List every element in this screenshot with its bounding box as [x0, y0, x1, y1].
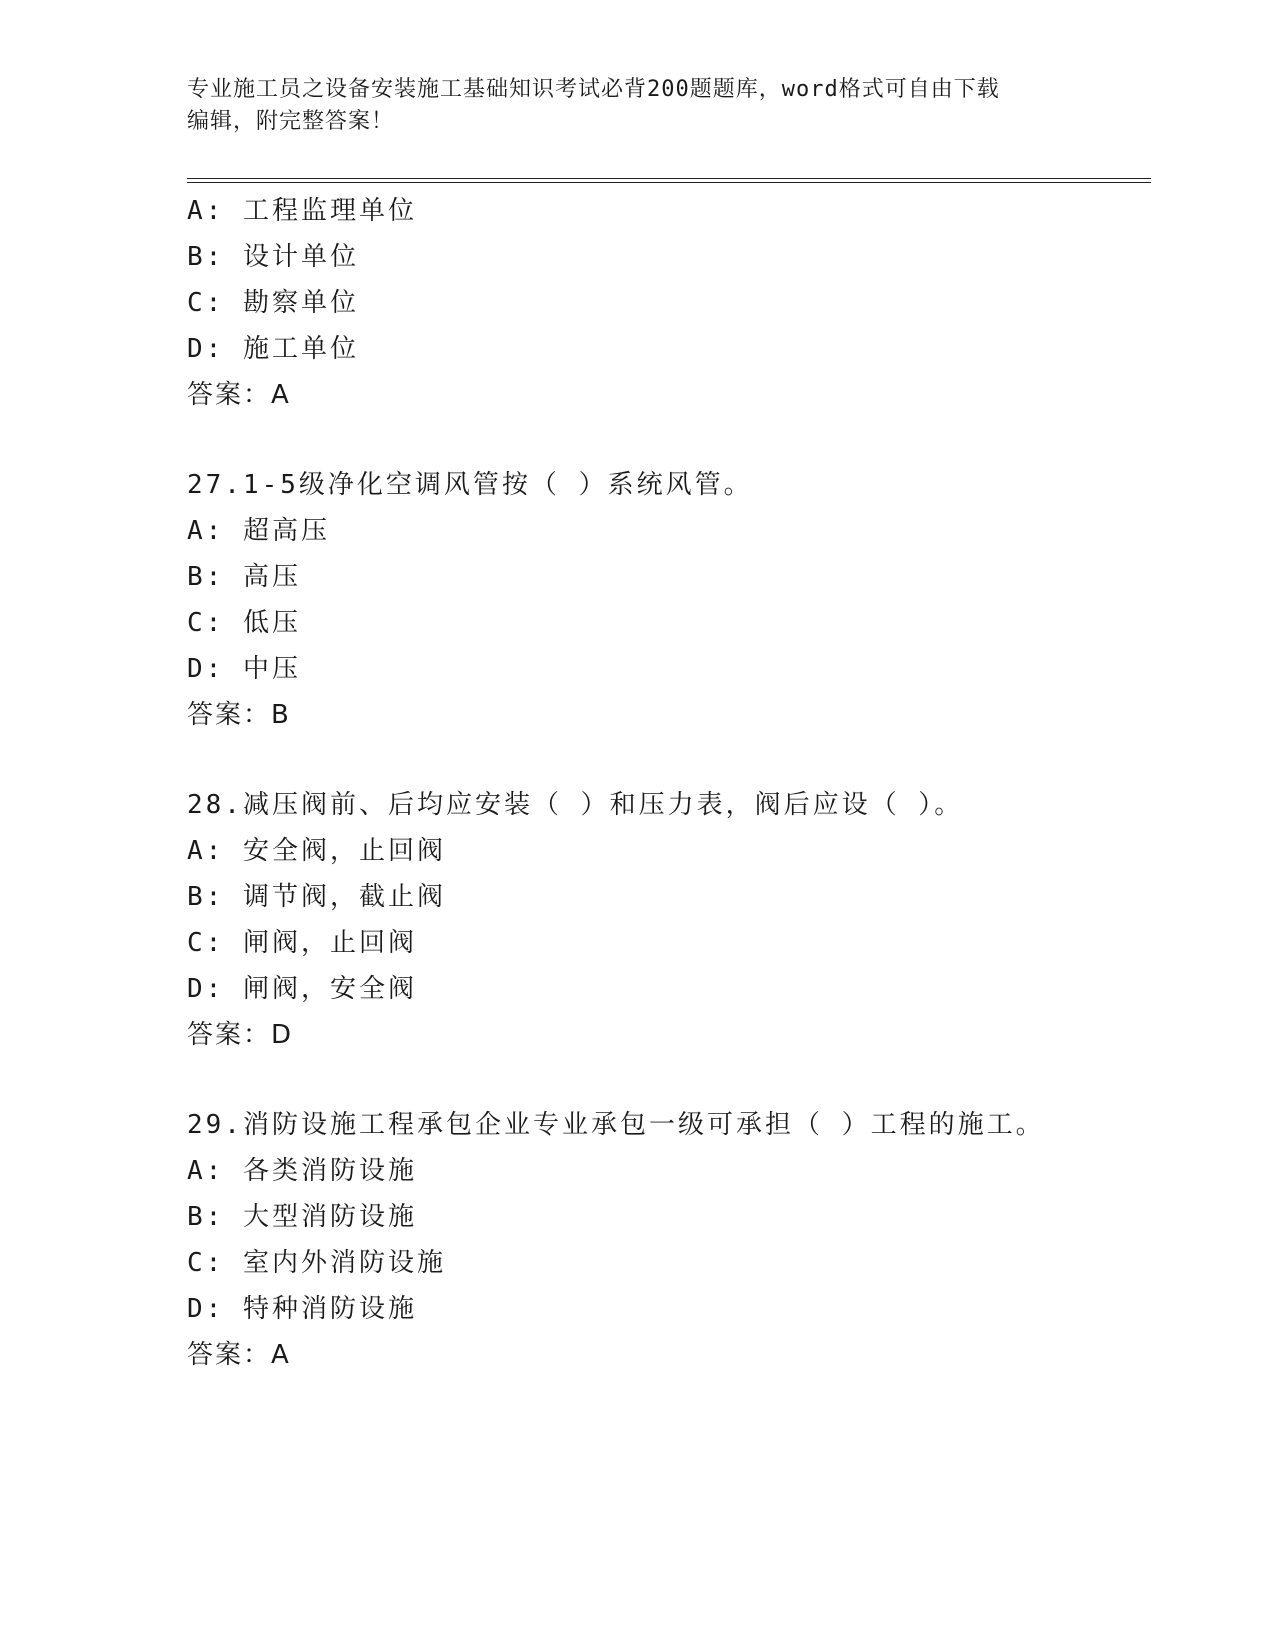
question-block-27: [187, 462, 1147, 738]
option-a: A: 各类消防设施: [187, 1156, 417, 1186]
answer-line: 答案：B: [187, 700, 291, 730]
option-c: C: 闸阀，止回阀: [187, 928, 417, 958]
question-block-26: [187, 188, 1147, 418]
question-text: 27.1-5级净化空调风管按（ ）系统风管。: [187, 470, 753, 500]
option-d: D: 中压: [187, 654, 301, 684]
document-header: [187, 74, 1087, 138]
answer-line: 答案：A: [187, 1340, 291, 1370]
option-c: C: 勘察单位: [187, 288, 359, 318]
option-a: A: 超高压: [187, 516, 330, 546]
spacer: [187, 738, 1147, 782]
option-b: B: 调节阀，截止阀: [187, 882, 446, 912]
question-list: [187, 188, 1147, 1378]
option-c: C: 低压: [187, 608, 301, 638]
question-text: 28.减压阀前、后均应安装（ ）和压力表，阀后应设（ ）。: [187, 790, 964, 820]
option-b: B: 大型消防设施: [187, 1202, 417, 1232]
spacer: [187, 418, 1147, 462]
header-divider-bottom: [187, 182, 1151, 183]
option-a: A: 工程监理单位: [187, 196, 417, 226]
question-block-29: [187, 1102, 1147, 1378]
header-divider-top: [187, 178, 1151, 179]
option-b: B: 高压: [187, 562, 301, 592]
question-text: 29.消防设施工程承包企业专业承包一级可承担（ ）工程的施工。: [187, 1110, 1045, 1140]
option-d: D: 施工单位: [187, 334, 359, 364]
answer-line: 答案：A: [187, 380, 291, 410]
option-a: A: 安全阀，止回阀: [187, 836, 446, 866]
answer-line: 答案：D: [187, 1020, 294, 1050]
spacer: [187, 1058, 1147, 1102]
header-line-2: 编辑，附完整答案！: [187, 109, 395, 134]
option-d: D: 特种消防设施: [187, 1294, 417, 1324]
question-block-28: [187, 782, 1147, 1058]
option-c: C: 室内外消防设施: [187, 1248, 446, 1278]
option-d: D: 闸阀，安全阀: [187, 974, 417, 1004]
header-line-1: 专业施工员之设备安装施工基础知识考试必背200题题库，word格式可自由下载: [187, 77, 1000, 102]
option-b: B: 设计单位: [187, 242, 359, 272]
